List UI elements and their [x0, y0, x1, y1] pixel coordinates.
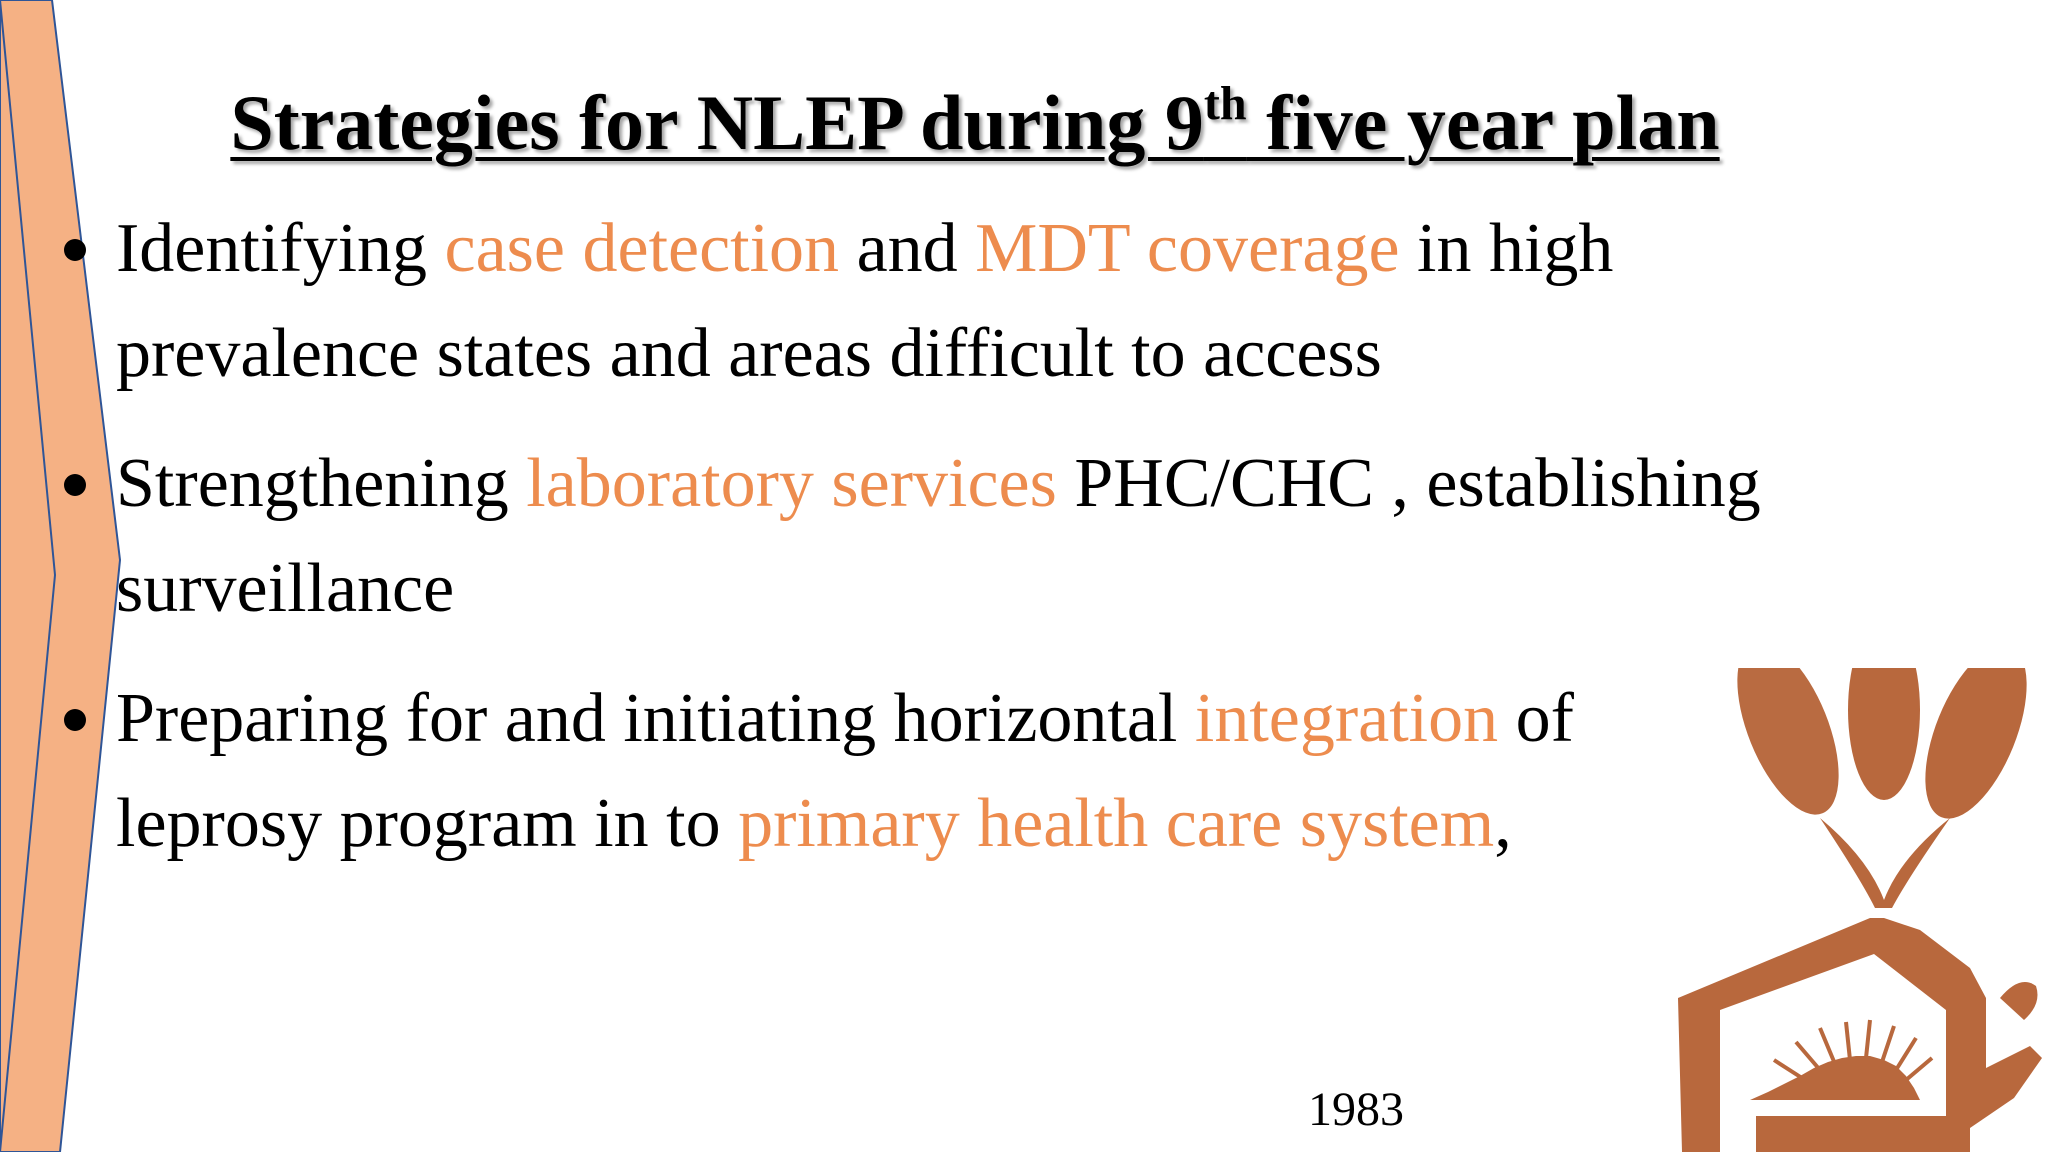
logo-caption-year: 1983 [1308, 1083, 1404, 1136]
bullet-item [50, 431, 1770, 641]
highlighted-phrase: primary health care system [738, 785, 1495, 862]
title-suffix: five year plan [1246, 79, 1720, 166]
title-prefix: Strategies for NLEP during 9 [230, 79, 1204, 166]
bullet-list [50, 196, 1770, 901]
highlighted-phrase: MDT coverage [975, 210, 1400, 287]
bullet-dot-icon [64, 239, 86, 261]
bullet-text: and [839, 210, 976, 287]
bullet-text: Strengthening [116, 445, 527, 522]
bullet-text: , [1494, 785, 1512, 862]
bullet-item [50, 666, 1770, 876]
bullet-text: of leprosy program in to [116, 680, 1574, 862]
title-superscript: th [1203, 77, 1247, 130]
bullet-text: Preparing for and initiating horizontal [116, 680, 1195, 757]
highlighted-phrase: laboratory services [526, 445, 1057, 522]
highlighted-phrase: case detection [444, 210, 840, 287]
bullet-item [50, 196, 1770, 406]
slide-title [0, 78, 1950, 168]
highlighted-phrase: integration [1194, 680, 1499, 757]
nlep-logo-icon [1670, 668, 2048, 1152]
bullet-dot-icon [64, 709, 86, 731]
bullet-text: in high prevalence states and areas difficult to access [116, 210, 1614, 392]
bullet-text: Identifying [116, 210, 445, 287]
bullet-dot-icon [64, 474, 86, 496]
bullet-text: PHC/CHC , establishing surveillance [116, 445, 1761, 627]
